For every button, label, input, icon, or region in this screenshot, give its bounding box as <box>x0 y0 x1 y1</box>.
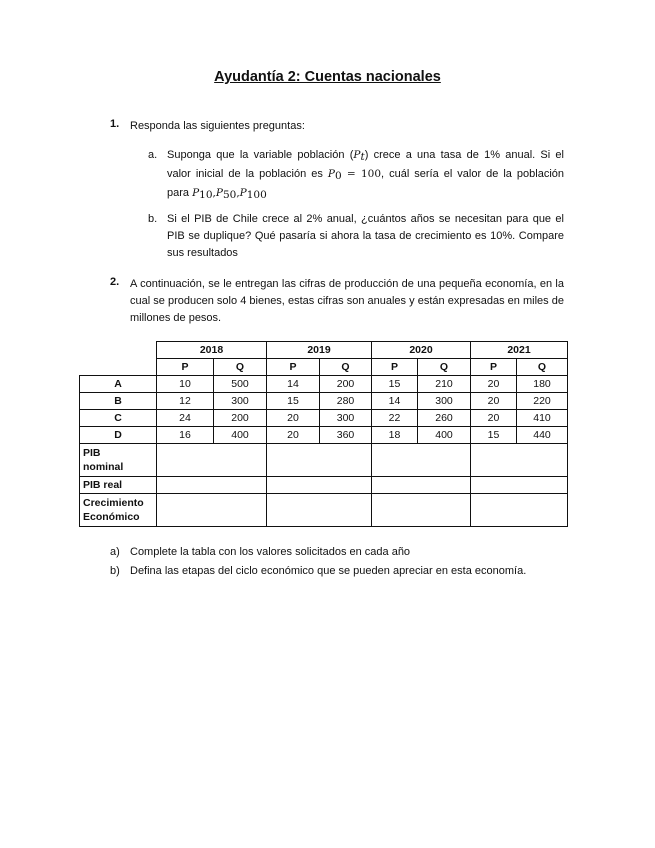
p-header: P <box>267 359 320 376</box>
empty-cell <box>267 494 372 527</box>
table-cell: 220 <box>517 393 568 410</box>
table-cell: 300 <box>320 410 372 427</box>
empty-cell <box>372 477 471 494</box>
item-1a-label: a. <box>148 149 158 161</box>
task-a-label: a) <box>110 546 120 558</box>
table-cell: 440 <box>517 427 568 444</box>
empty-cell <box>471 477 568 494</box>
table-cell: 20 <box>471 393 517 410</box>
table-cell: 20 <box>471 376 517 393</box>
table-cell: 280 <box>320 393 372 410</box>
table-cell: 15 <box>267 393 320 410</box>
production-table <box>79 341 568 527</box>
year-2018-header: 2018 <box>157 342 267 359</box>
table-cell: 20 <box>267 427 320 444</box>
year-2020-header: 2020 <box>372 342 471 359</box>
table-cell: 20 <box>267 410 320 427</box>
growth-row <box>80 494 568 527</box>
pib-nominal-row <box>80 444 568 477</box>
question-1-text: Responda las siguientes preguntas: <box>130 120 305 132</box>
table-cell: 200 <box>214 410 267 427</box>
p-header: P <box>471 359 517 376</box>
table-cell: 500 <box>214 376 267 393</box>
q-header: Q <box>517 359 568 376</box>
row-label: A <box>80 376 157 393</box>
table-cell: 18 <box>372 427 418 444</box>
table-cell: 15 <box>372 376 418 393</box>
table-cell: 210 <box>418 376 471 393</box>
year-header-row <box>80 342 568 359</box>
table-cell: 14 <box>372 393 418 410</box>
table-cell: 260 <box>418 410 471 427</box>
table-row <box>80 393 568 410</box>
table-cell: 15 <box>471 427 517 444</box>
pib-nominal-label: PIB nominal <box>80 444 157 477</box>
table-cell: 10 <box>157 376 214 393</box>
table-cell: 24 <box>157 410 214 427</box>
table-cell: 14 <box>267 376 320 393</box>
corner-cell <box>80 342 157 359</box>
row-label: B <box>80 393 157 410</box>
empty-cell <box>267 477 372 494</box>
question-2-text: A continuación, se le entregan las cifras de producción de una pequeña economía, en la cual se producen solo 4 bienes, estas cifras son anuales y están expresadas en miles de millones de pesos. <box>130 278 564 324</box>
empty-cell <box>372 494 471 527</box>
table-cell: 300 <box>214 393 267 410</box>
year-2021-header: 2021 <box>471 342 568 359</box>
table-row <box>80 410 568 427</box>
growth-label: Crecimiento Económico <box>80 494 157 527</box>
table-cell: 360 <box>320 427 372 444</box>
empty-cell <box>157 477 267 494</box>
q-header: Q <box>214 359 267 376</box>
task-b-text: Defina las etapas del ciclo económico que se pueden apreciar en esta economía. <box>130 565 527 577</box>
table-cell: 12 <box>157 393 214 410</box>
item-1b-text: Si el PIB de Chile crece al 2% anual, ¿cuántos años se necesitan para que el PIB se duplique? Qué pasaría si ahora la tasa de crecimiento es 10%. Compare sus resultados <box>167 213 564 259</box>
pib-real-row <box>80 477 568 494</box>
table-cell: 20 <box>471 410 517 427</box>
empty-cell <box>157 494 267 527</box>
table-cell: 200 <box>320 376 372 393</box>
pib-real-label: PIB real <box>80 477 157 494</box>
table-cell: 180 <box>517 376 568 393</box>
pq-header-row <box>80 359 568 376</box>
task-a-text: Complete la tabla con los valores solicitados en cada año <box>130 546 411 558</box>
table-row <box>80 427 568 444</box>
item-1a-text: Suponga que la variable población $(P_t)$ crece a una tasa de 1% anual. Si el valor inicial de la población es $P_0 = 100$, cuál sería el valor de la población para $P_{10},P_{50},P_{100}$ <box>167 149 565 201</box>
empty-cell <box>372 444 471 477</box>
empty-cell <box>157 444 267 477</box>
table-row <box>80 376 568 393</box>
table-cell: 400 <box>214 427 267 444</box>
corner-cell <box>80 359 157 376</box>
year-2019-header: 2019 <box>267 342 372 359</box>
p-header: P <box>372 359 418 376</box>
row-label: C <box>80 410 157 427</box>
q-header: Q <box>418 359 471 376</box>
table-cell: 300 <box>418 393 471 410</box>
empty-cell <box>267 444 372 477</box>
table-cell: 410 <box>517 410 568 427</box>
item-1b-label: b. <box>148 213 158 225</box>
p-header: P <box>157 359 214 376</box>
q-header: Q <box>320 359 372 376</box>
row-label: D <box>80 427 157 444</box>
empty-cell <box>471 494 568 527</box>
empty-cell <box>471 444 568 477</box>
question-2-number: 2. <box>110 276 120 288</box>
table-cell: 22 <box>372 410 418 427</box>
table-cell: 16 <box>157 427 214 444</box>
question-1-number: 1. <box>110 118 120 130</box>
task-b-label: b) <box>110 565 120 577</box>
table-cell: 400 <box>418 427 471 444</box>
page-title: Ayudantía 2: Cuentas nacionales <box>214 69 441 85</box>
